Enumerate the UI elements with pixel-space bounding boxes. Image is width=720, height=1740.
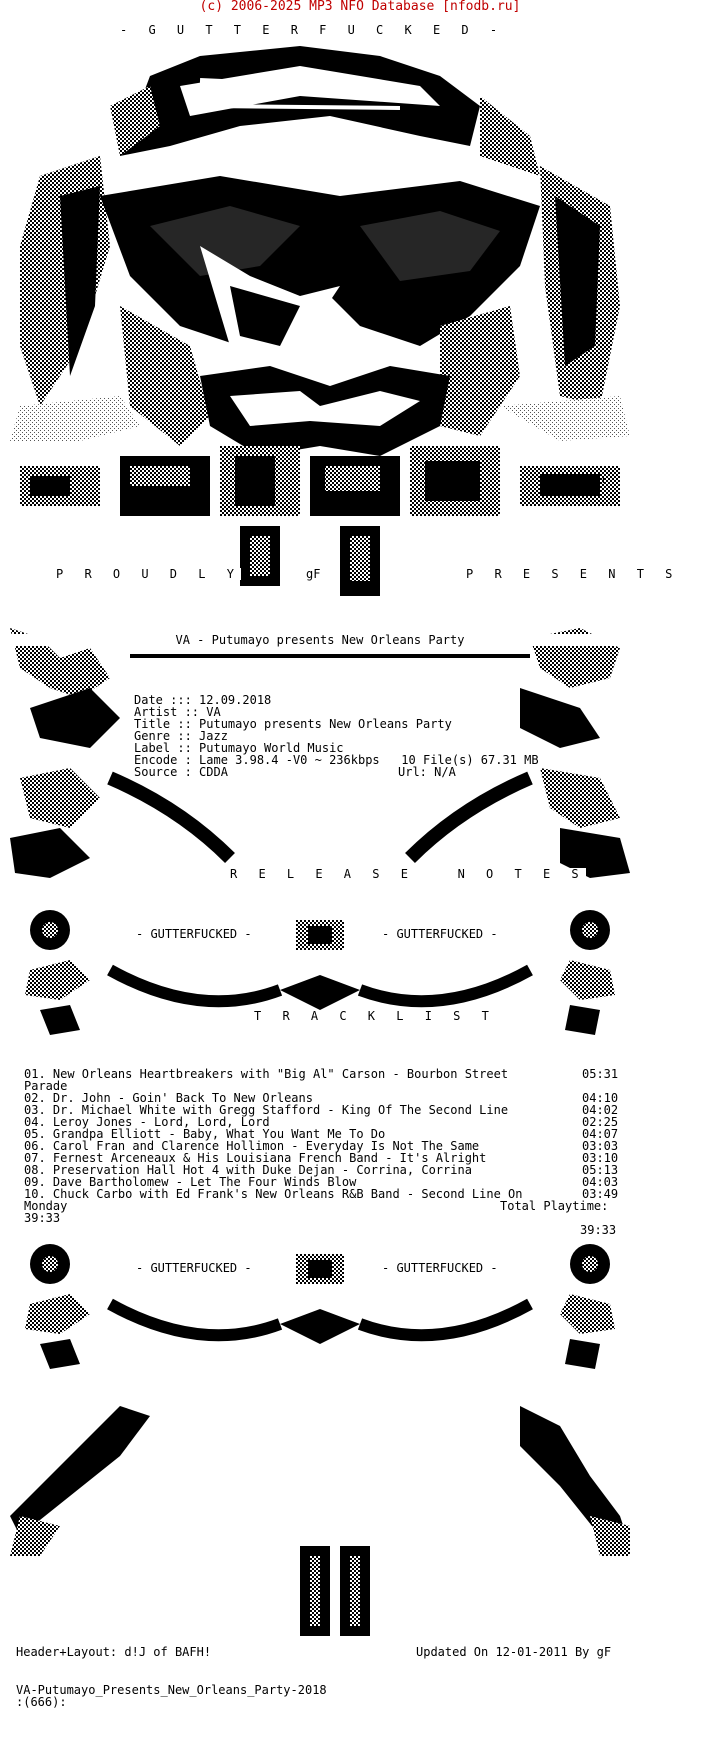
copyright-notice: (c) 2006-2025 MP3 NFO Database [nfodb.ru]	[199, 0, 521, 14]
track-title: 05. Grandpa Elliott - Baby, What You Want Me To Do	[24, 1127, 386, 1141]
track-title-continued: Monday	[24, 1199, 68, 1213]
footer-updated: Updated On 12-01-2011 By gF	[416, 1645, 612, 1659]
track-title: 01. New Orleans Heartbreakers with "Big Al" Carson - Bourbon Street	[24, 1067, 509, 1081]
info-label: Label :: Putumayo World Music	[134, 741, 344, 755]
total-playtime-right: 39:33	[580, 1223, 617, 1237]
footer-layout-credit: Header+Layout: d!J of BAFH!	[16, 1645, 212, 1659]
release-title: VA - Putumayo presents New Orleans Party	[0, 634, 640, 646]
track-title-continued: Parade	[24, 1079, 68, 1093]
header-credit: d!J/BAFH!	[542, 475, 608, 489]
track-time: 05:31	[582, 1067, 619, 1081]
divider-label-right: - GUTTERFUCKED -	[382, 927, 498, 941]
info-date: Date ::: 12.09.2018	[134, 693, 272, 707]
info-source: Source : CDDA	[134, 765, 228, 779]
track-time: 04:10	[582, 1091, 619, 1105]
track-time: 03:49	[582, 1187, 619, 1201]
proudly-text: P R O U D L Y	[56, 567, 241, 581]
divider-label-left: - GUTTERFUCKED -	[136, 927, 252, 941]
track-time: 04:07	[582, 1127, 619, 1141]
footer-ascii-art	[0, 1396, 640, 1646]
track-title: 07. Fernest Arceneaux & His Louisiana French Band - It's Alright	[24, 1151, 487, 1165]
group-banner: - G U T T E R F U C K E D -	[120, 23, 505, 37]
info-artist: Artist :: VA	[134, 705, 221, 719]
track-time: 04:03	[582, 1175, 619, 1189]
presents-text: P R E S E N T S	[466, 567, 680, 581]
tracklist-heading: T R A C K L I S T	[254, 1009, 496, 1023]
release-name: VA-Putumayo_Presents_New_Orleans_Party-2018	[16, 1683, 327, 1697]
track-row	[24, 1068, 624, 1080]
release-notes-heading: R E L E A S E N O T E S	[230, 867, 586, 881]
track-time: 04:02	[582, 1103, 619, 1117]
track-title: 03. Dr. Michael White with Gregg Stafford - King Of The Second Line	[24, 1103, 509, 1117]
track-time: 02:25	[582, 1115, 619, 1129]
track-title: 08. Preservation Hall Hot 4 with Duke Dejan - Corrina, Corrina	[24, 1163, 472, 1177]
track-title: 10. Chuck Carbo with Ed Frank's New Orleans R&B Band - Second Line On	[24, 1187, 523, 1201]
track-time: 03:10	[582, 1151, 619, 1165]
track-time: 05:13	[582, 1163, 619, 1177]
total-playtime-label: Total Playtime:	[500, 1199, 609, 1213]
track-title: 02. Dr. John - Goin' Back To New Orleans	[24, 1091, 313, 1105]
track-title: 04. Leroy Jones - Lord, Lord, Lord	[24, 1115, 270, 1129]
track-time: 03:03	[582, 1139, 619, 1153]
total-playtime-left: 39:33	[24, 1211, 61, 1225]
track-title: 09. Dave Bartholomew - Let The Four Winds Blow	[24, 1175, 357, 1189]
info-title: Title :: Putumayo presents New Orleans Party	[134, 717, 452, 731]
track-title: 06. Carol Fran and Clarence Hollimon - Everyday Is Not The Same	[24, 1139, 480, 1153]
release-tag: :(666):	[16, 1695, 67, 1709]
divider-label-right-2: - GUTTERFUCKED -	[382, 1261, 498, 1275]
info-encode: Encode : Lame 3.98.4 -V0 ~ 236kbps 10 File(s) 67.31 MB	[134, 753, 539, 767]
header-ascii-art	[0, 46, 640, 606]
group-short: gF	[306, 567, 321, 581]
info-genre: Genre :: Jazz	[134, 729, 228, 743]
divider-ornament-bottom	[0, 1234, 640, 1374]
info-url: Url: N/A	[398, 765, 456, 779]
divider-label-left-2: - GUTTERFUCKED -	[136, 1261, 252, 1275]
